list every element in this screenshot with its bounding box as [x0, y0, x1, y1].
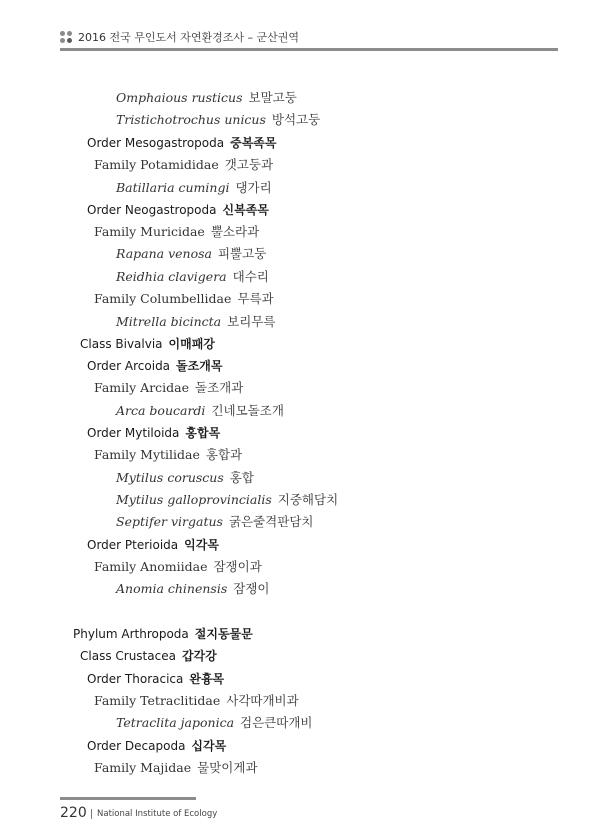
species-entry — [116, 514, 313, 530]
family-latin: Family Mytilidae — [94, 447, 200, 462]
family-latin: Family Tetraclitidae — [94, 693, 221, 708]
scientific-name: Omphaious rusticus — [116, 90, 243, 105]
scientific-name: Rapana venosa — [116, 246, 212, 261]
korean-name: 대수리 — [232, 269, 269, 284]
scientific-name: Arca boucardi — [116, 403, 206, 418]
korean-name: 굵은줄격판담치 — [228, 514, 314, 529]
order-latin: Order Mesogastropoda — [87, 136, 225, 150]
scientific-name: Anomia chinensis — [116, 581, 228, 596]
family-latin: Family Arcidae — [94, 380, 190, 395]
korean-name: 지중해담치 — [277, 492, 339, 507]
species-entry — [116, 246, 266, 262]
class-heading — [80, 336, 215, 352]
species-entry — [116, 581, 270, 597]
order-korean: 중복족목 — [230, 136, 277, 150]
korean-name: 홍합 — [229, 470, 254, 485]
family-latin: Family Majidae — [94, 760, 192, 775]
order-heading — [87, 671, 224, 687]
footer-rule — [60, 797, 196, 800]
class-latin: Class Bivalvia — [80, 337, 163, 351]
order-heading — [87, 358, 222, 374]
species-entry — [116, 180, 272, 196]
species-entry — [116, 269, 269, 285]
family-entry — [94, 693, 299, 709]
class-latin: Class Crustacea — [80, 649, 176, 663]
family-entry — [94, 157, 273, 173]
species-entry — [116, 470, 254, 486]
order-korean: 십각목 — [191, 739, 227, 753]
page-footer — [60, 797, 260, 823]
species-entry — [116, 112, 320, 128]
species-entry — [116, 90, 297, 106]
footer-organization: National Institute of Ecology — [97, 809, 218, 819]
phylum-korean: 절지동물문 — [194, 627, 253, 641]
family-korean: 물맞이게과 — [197, 760, 258, 775]
family-entry — [94, 291, 274, 307]
species-entry — [116, 715, 312, 731]
family-korean: 잠쟁이과 — [213, 559, 262, 574]
order-heading — [87, 537, 219, 553]
korean-name: 댕가리 — [235, 180, 272, 195]
family-korean: 무륵과 — [237, 291, 274, 306]
order-heading — [87, 738, 226, 754]
family-latin: Family Columbellidae — [94, 291, 232, 306]
scientific-name: Tetraclita japonica — [116, 715, 235, 730]
order-korean: 신복족목 — [222, 203, 269, 217]
scientific-name: Mitrella bicincta — [116, 314, 222, 329]
scientific-name: Batillaria cumingi — [116, 180, 230, 195]
korean-name: 보리무륵 — [227, 314, 276, 329]
order-korean: 홍합목 — [185, 426, 221, 440]
scientific-name: Tristichotrochus unicus — [116, 112, 266, 127]
page-number: 220 — [60, 805, 87, 821]
class-heading — [80, 648, 217, 664]
family-korean: 갯고둥과 — [224, 157, 274, 172]
family-latin: Family Potamididae — [94, 157, 219, 172]
order-korean: 익각목 — [184, 538, 219, 552]
family-korean: 홍합과 — [205, 447, 243, 462]
family-latin: Family Muricidae — [94, 224, 205, 239]
order-latin: Order Pterioida — [87, 538, 179, 552]
korean-name: 잠쟁이 — [233, 581, 270, 596]
family-latin: Family Anomiidae — [94, 559, 208, 574]
order-heading — [87, 135, 277, 151]
species-entry — [116, 403, 284, 419]
scientific-name: Septifer virgatus — [116, 514, 223, 529]
family-korean: 돌조개과 — [195, 380, 244, 395]
korean-name: 보말고둥 — [248, 90, 297, 105]
scientific-name: Mytilus coruscus — [116, 470, 224, 485]
footer-separator — [91, 809, 92, 819]
header-title: 2016 전국 무인도서 자연환경조사 – 군산권역 — [78, 31, 299, 44]
phylum-latin: Phylum Arthropoda — [73, 627, 189, 641]
korean-name: 방석고둥 — [271, 112, 321, 127]
order-latin: Order Neogastropoda — [87, 203, 217, 217]
korean-name: 피뿔고둥 — [217, 246, 267, 261]
order-korean: 완흉목 — [189, 672, 225, 686]
class-korean: 이매패강 — [168, 337, 215, 351]
class-korean: 갑각강 — [181, 649, 217, 663]
family-korean: 뿔소라과 — [210, 224, 260, 239]
korean-name: 긴네모돌조개 — [211, 403, 284, 418]
order-latin: Order Thoracica — [87, 672, 184, 686]
species-entry — [116, 492, 338, 508]
family-entry — [94, 380, 243, 396]
korean-name: 검은큰따개비 — [240, 715, 313, 730]
family-entry — [94, 559, 262, 575]
family-entry — [94, 447, 242, 463]
phylum-heading — [73, 626, 253, 642]
order-latin: Order Mytiloida — [87, 426, 180, 440]
scientific-name: Reidhia clavigera — [116, 269, 227, 284]
family-entry — [94, 760, 258, 776]
order-latin: Order Arcoida — [87, 359, 171, 373]
species-entry — [116, 314, 275, 330]
order-korean: 돌조개목 — [176, 359, 223, 373]
order-latin: Order Decapoda — [87, 739, 186, 753]
family-korean: 사각따개비과 — [226, 693, 299, 708]
order-heading — [87, 425, 220, 441]
scientific-name: Mytilus galloprovincialis — [116, 492, 272, 507]
family-entry — [94, 224, 259, 240]
order-heading — [87, 202, 269, 218]
